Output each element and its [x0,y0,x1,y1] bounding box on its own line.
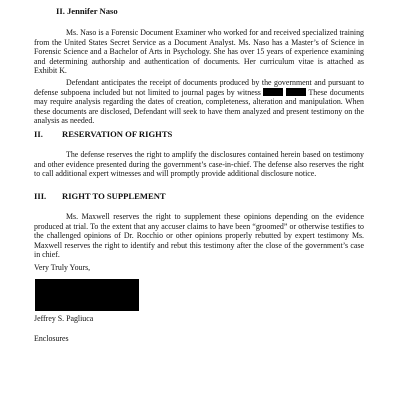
enclosures-label: Enclosures [34,334,69,343]
section-title: RIGHT TO SUPPLEMENT [62,191,166,201]
paragraph-documents-text-before: Defendant anticipates the receipt of documents produced by the government and pursuant to defense subpoena included but not limited to journal pages by witness [34,78,364,97]
closing-salutation: Very Truly Yours, [34,263,91,272]
redaction-bar [286,88,306,96]
redacted-signature [35,279,139,311]
section-heading-jennifer-naso [56,6,118,17]
paragraph-reservation: The defense reserves the right to amplify the disclosures contained herein based on testimony and other evidence presented during the government’s case-in-chief. The defense also reserves the right to call additional expert witnesses and will promptly provide additional disclosure notice. [34,150,364,178]
section-title: RESERVATION OF RIGHTS [62,129,173,139]
section-number: II. [34,129,43,139]
section-number: III. [34,191,47,201]
signer-name: Jeffrey S. Pagliuca [34,314,94,323]
section-heading-reservation-of-rights [34,129,172,140]
section-heading-text: II. Jennifer Naso [56,6,118,16]
paragraph-supplement: Ms. Maxwell reserves the right to supplement these opinions depending on the evidence produced at trial. To the extent that any accuser claims to have been “groomed” or otherwise testifies to the challenged opinions of Dr. Rocchio or other opinions properly rebutted by expert testimony Ms. Maxwell reserves the right to identify and rebut this testimony after the close of the government’s case in chief. [34,212,364,259]
paragraph-documents-text-after: These documents may require analysis regarding the dates of creation, completeness, alteration and manipulation. When these documents are disclosed, Defendant will seek to have them analyzed and present testimony on the analysis as needed. [34,87,364,125]
paragraph-naso-bio: Ms. Naso is a Forensic Document Examiner who worked for and received specialized training from the United States Secret Service as a Document Analyst. Ms. Naso has a Master’s of Science in Forensic Science and a Bachelor of Arts in Psychology. She has over 15 years of experience examining and determining authorship and authentication of documents. Her curriculum vitae is attached as Exhibit K. [34,28,364,75]
redaction-bar [263,88,283,96]
section-heading-right-to-supplement [34,191,166,202]
paragraph-documents-analysis [34,78,364,126]
